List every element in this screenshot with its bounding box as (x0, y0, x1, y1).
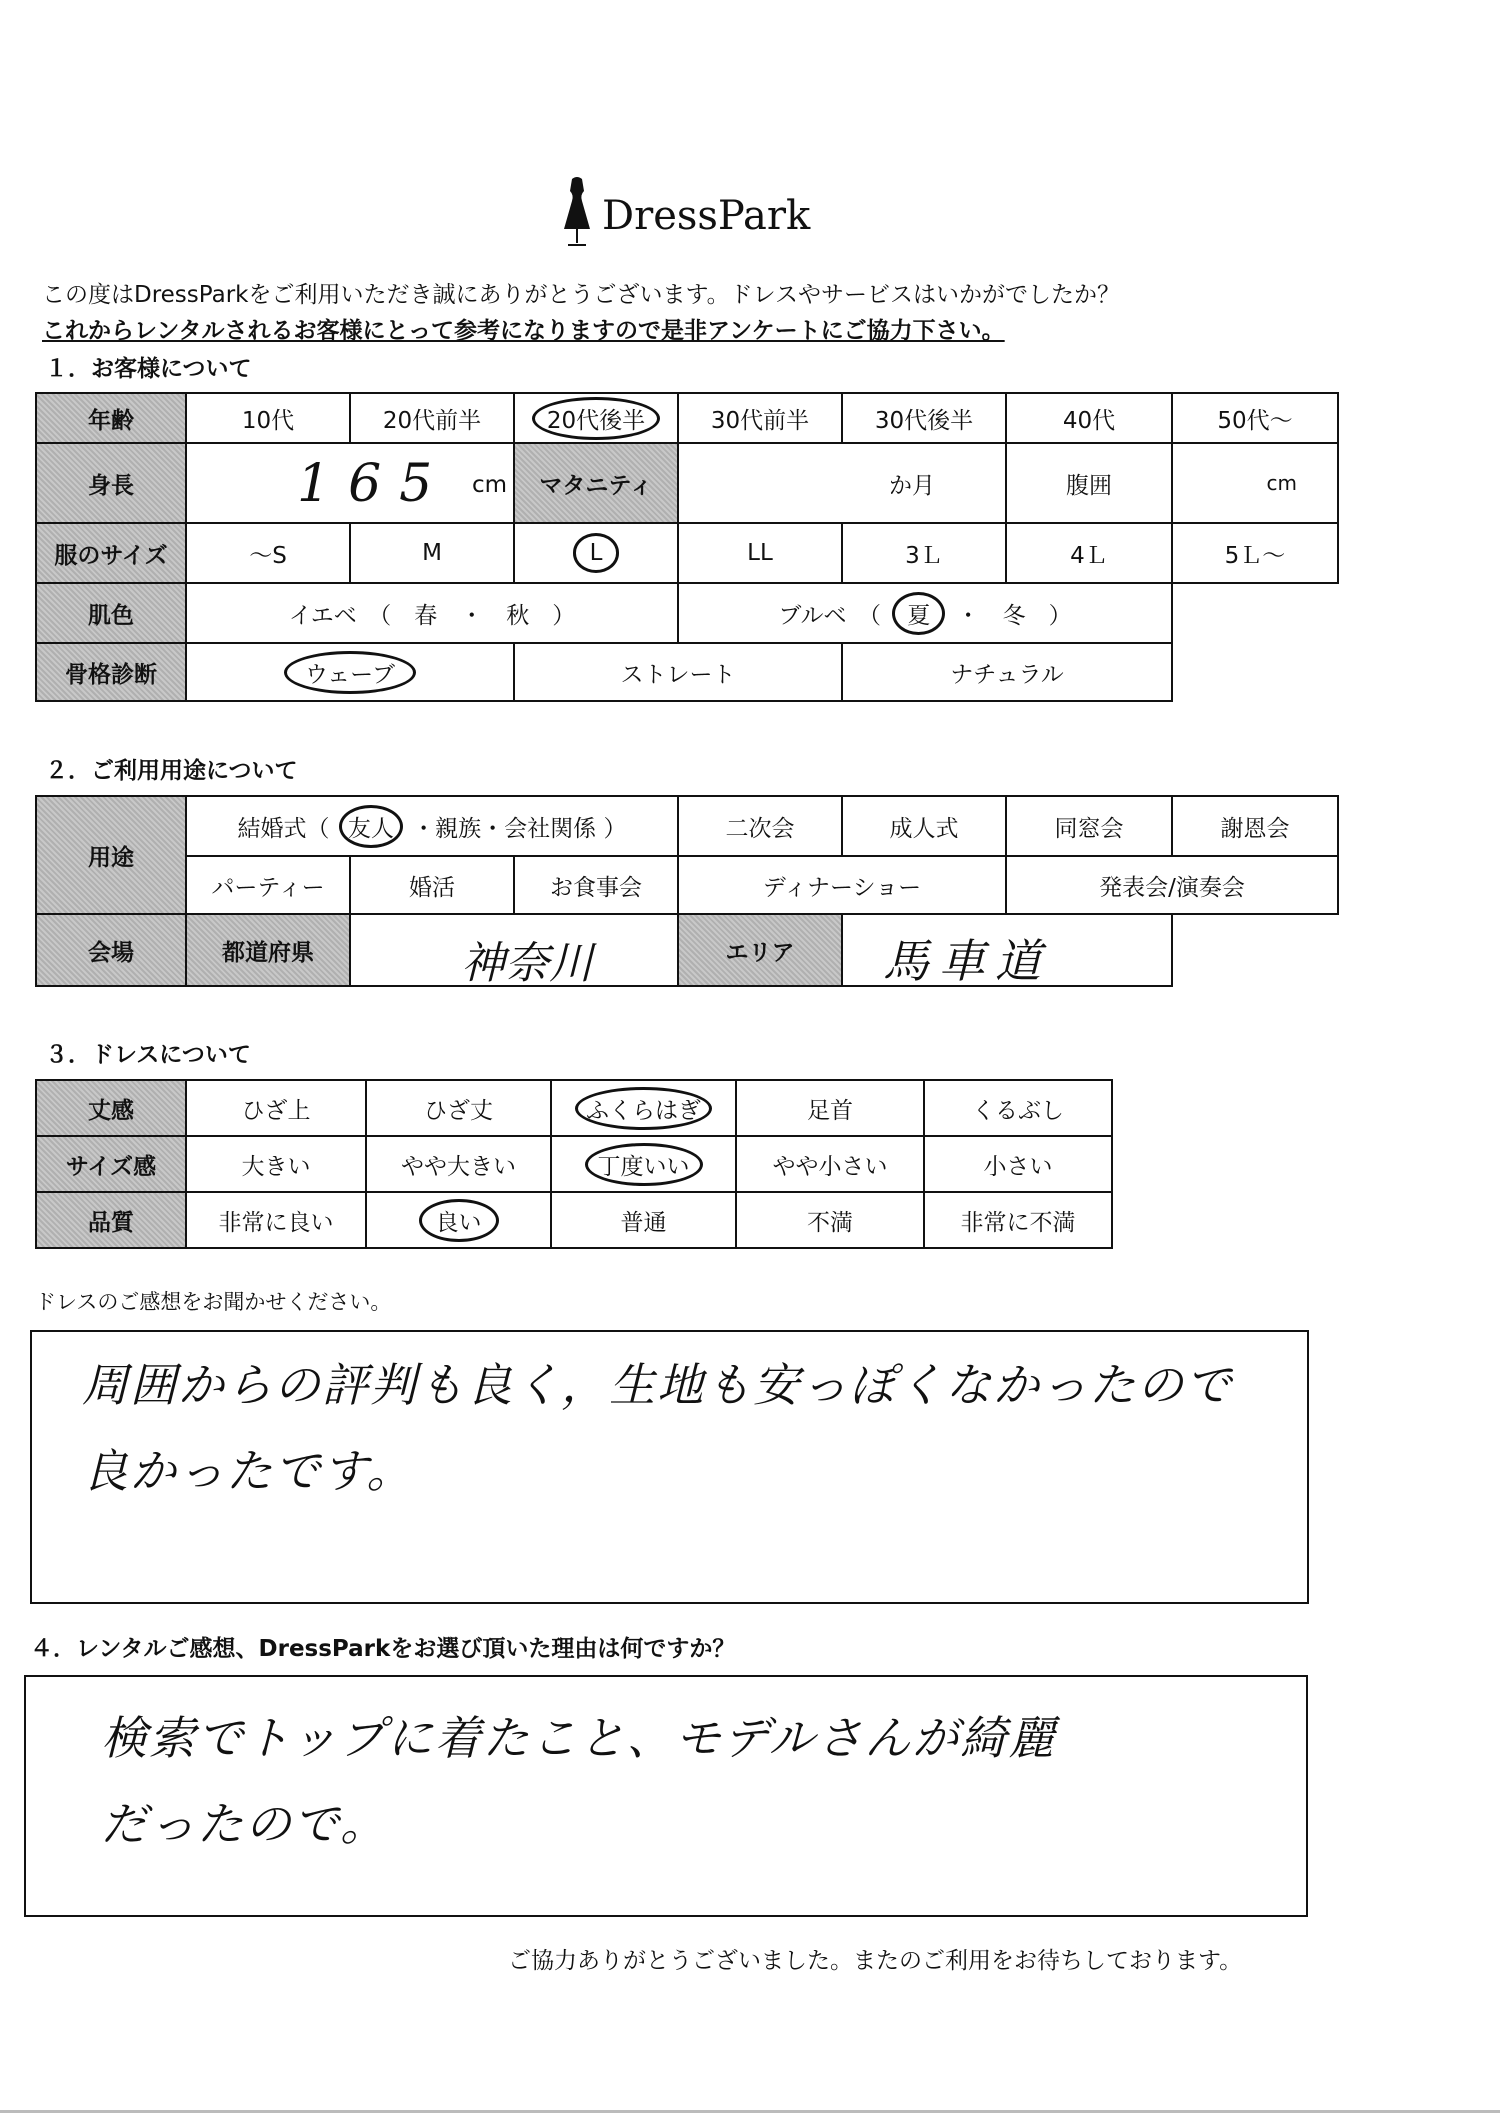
skin-blue[interactable] (678, 583, 1172, 643)
reason-answer-box[interactable] (24, 1675, 1308, 1917)
skin-blue-label: ブルベ （ (778, 602, 881, 629)
size-option[interactable]: ～S (186, 523, 350, 583)
fit-option-selected[interactable] (551, 1136, 736, 1192)
size-option[interactable]: 5Ｌ～ (1172, 523, 1338, 583)
section-4-title: ４．レンタルご感想、DressParkをお選び頂いた理由は何ですか？ (30, 1636, 736, 1662)
age-option[interactable]: 10代 (186, 393, 350, 443)
section-1-title: １．お客様について (45, 356, 252, 382)
reason-answer-line: 検索でトップに着たこと、モデルさんが綺麗 (101, 1711, 1057, 1765)
purpose-option[interactable]: 同窓会 (1006, 796, 1172, 856)
skin-yellow[interactable]: イエベ （ 春 ・ 秋 ） (186, 583, 678, 643)
fit-option[interactable]: やや大きい (366, 1136, 551, 1192)
purpose-option[interactable]: ディナーショー (678, 856, 1006, 914)
intro-line-2: これからレンタルされるお客様にとって参考になりますので是非アンケートにご協力下さい。 (42, 318, 1005, 344)
wedding-rest: ・親族・会社関係 ） (412, 815, 627, 842)
size-option[interactable]: M (350, 523, 514, 583)
size-label: 服のサイズ (36, 523, 186, 583)
length-option[interactable]: くるぶし (924, 1080, 1112, 1136)
age-option[interactable]: 20代前半 (350, 393, 514, 443)
length-option[interactable]: 足首 (736, 1080, 924, 1136)
skin-blue-rest: ・ 冬 ） (956, 602, 1072, 629)
reason-answer-text (101, 1695, 1056, 1867)
frame-label: 骨格診断 (36, 643, 186, 701)
length-option-selected[interactable] (551, 1080, 736, 1136)
logo-text: DressPark (602, 193, 811, 239)
dress-form-icon (560, 171, 594, 249)
prefecture-value: 神奈川 (461, 938, 593, 986)
comment-prompt: ドレスのご感想をお聞かせください。 (35, 1290, 392, 1314)
selection-circle: ふくらはぎ (575, 1087, 712, 1130)
age-option-selected[interactable] (514, 393, 678, 443)
prefecture-label: 都道府県 (186, 914, 350, 986)
skin-label: 肌色 (36, 583, 186, 643)
frame-option[interactable]: ストレート (514, 643, 842, 701)
quality-option-selected[interactable] (366, 1192, 551, 1248)
purpose-option[interactable]: お食事会 (514, 856, 678, 914)
usage-table (35, 795, 1339, 987)
length-option[interactable]: ひざ丈 (366, 1080, 551, 1136)
venue-label: 会場 (36, 914, 186, 986)
fit-option[interactable]: やや小さい (736, 1136, 924, 1192)
selection-circle: 良い (419, 1199, 499, 1242)
dress-table (35, 1079, 1113, 1249)
height-label: 身長 (36, 443, 186, 523)
length-label: 丈感 (36, 1080, 186, 1136)
age-label: 年齢 (36, 393, 186, 443)
quality-label: 品質 (36, 1192, 186, 1248)
size-option[interactable]: 4Ｌ (1006, 523, 1172, 583)
fit-option[interactable]: 大きい (186, 1136, 366, 1192)
reason-answer-line: だったので。 (101, 1797, 389, 1851)
dresspark-logo (560, 165, 810, 255)
purpose-label: 用途 (36, 796, 186, 914)
age-option[interactable]: 40代 (1006, 393, 1172, 443)
empty-cell (1172, 583, 1338, 643)
age-option[interactable]: 50代～ (1172, 393, 1338, 443)
purpose-option[interactable]: 発表会/演奏会 (1006, 856, 1338, 914)
purpose-option[interactable]: 婚活 (350, 856, 514, 914)
frame-option-selected[interactable] (186, 643, 514, 701)
height-unit: cm (471, 472, 507, 498)
quality-option[interactable]: 非常に不満 (924, 1192, 1112, 1248)
quality-option[interactable]: 非常に良い (186, 1192, 366, 1248)
purpose-option[interactable]: 謝恩会 (1172, 796, 1338, 856)
purpose-option[interactable]: 成人式 (842, 796, 1006, 856)
empty-cell (1172, 643, 1338, 701)
selection-circle: 丁度いい (585, 1143, 703, 1186)
size-option[interactable]: 3Ｌ (842, 523, 1006, 583)
section-3-title: ３．ドレスについて (45, 1042, 251, 1068)
frame-option[interactable]: ナチュラル (842, 643, 1172, 701)
maternity-months[interactable]: か月 (678, 443, 1006, 523)
height-field[interactable] (186, 443, 514, 523)
fit-label: サイズ感 (36, 1136, 186, 1192)
waist-unit[interactable]: cm (1172, 443, 1338, 523)
selection-circle: L (573, 533, 620, 573)
closing-message: ご協力ありがとうございました。またのご利用をお待ちしております。 (508, 1948, 1243, 1974)
dress-comment-text (82, 1342, 1233, 1514)
selection-circle: 20代後半 (532, 397, 660, 440)
area-label: エリア (678, 914, 842, 986)
waist-label: 腹囲 (1006, 443, 1172, 523)
height-value: 165 (297, 454, 451, 514)
fit-option[interactable]: 小さい (924, 1136, 1112, 1192)
selection-circle: ウェーブ (284, 651, 416, 694)
quality-option[interactable]: 普通 (551, 1192, 736, 1248)
area-field[interactable] (842, 914, 1172, 986)
size-option[interactable]: LL (678, 523, 842, 583)
area-value: 馬車道 (883, 934, 1051, 986)
size-option-selected[interactable] (514, 523, 678, 583)
dress-comment-box[interactable] (30, 1330, 1309, 1604)
intro-line-1: この度はDressParkをご利用いただき誠にありがとうございます。ドレスやサービスはいかがでしたか？ (42, 282, 1120, 308)
wedding-option[interactable] (186, 796, 678, 856)
length-option[interactable]: ひざ上 (186, 1080, 366, 1136)
maternity-label: マタニティ (514, 443, 678, 523)
dress-comment-line: 良かったです。 (82, 1444, 415, 1498)
section-2-title: ２．ご利用用途について (45, 758, 298, 784)
empty-cell (1172, 914, 1338, 986)
age-option[interactable]: 30代後半 (842, 393, 1006, 443)
age-option[interactable]: 30代前半 (678, 393, 842, 443)
scan-streak (0, 2110, 1500, 2113)
purpose-option[interactable]: パーティー (186, 856, 350, 914)
wedding-label: 結婚式（ (237, 815, 330, 842)
dress-comment-line: 周囲からの評判も良く，生地も安っぽくなかったので (82, 1358, 1234, 1412)
selection-circle: 友人 (339, 805, 403, 848)
prefecture-field[interactable] (350, 914, 678, 986)
quality-option[interactable]: 不満 (736, 1192, 924, 1248)
selection-circle: 夏 (892, 592, 945, 635)
customer-table (35, 392, 1339, 702)
purpose-option[interactable]: 二次会 (678, 796, 842, 856)
